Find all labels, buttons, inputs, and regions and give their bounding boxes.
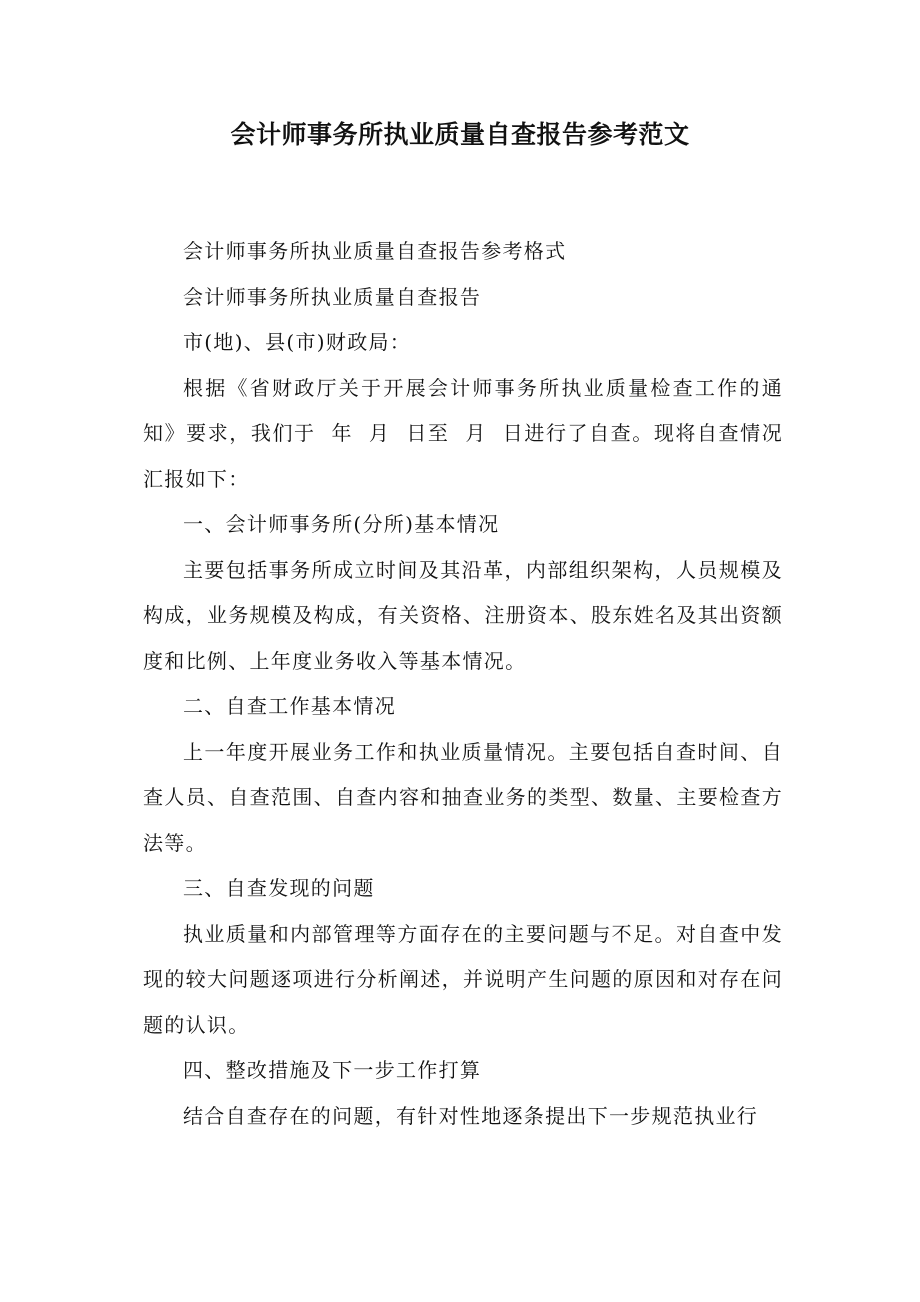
- section-heading-3: 三、自查发现的问题: [183, 876, 375, 900]
- section-heading-4: 四、整改措施及下一步工作打算: [183, 1058, 482, 1082]
- paragraph-section-3: 执业质量和内部管理等方面存在的主要问题与不足。对自查中发现的较大问题逐项进行分析阐述，并说明产生问题的原因和对存在问题的认识。: [143, 921, 783, 1037]
- document-title: 会计师事务所执业质量自查报告参考范文: [230, 120, 690, 149]
- document-body: [143, 229, 783, 1139]
- section-heading-2: 二、自查工作基本情况: [183, 694, 396, 718]
- paragraph-format-heading: 会计师事务所执业质量自查报告参考格式: [183, 239, 567, 263]
- paragraph-section-1: 主要包括事务所成立时间及其沿革，内部组织架构，人员规模及构成，业务规模及构成，有关资格、注册资本、股东姓名及其出资额度和比例、上年度业务收入等基本情况。: [143, 557, 783, 673]
- paragraph-intro: 根据《省财政厅关于开展会计师事务所执业质量检查工作的通知》要求，我们于 年 月 日至 月 日进行了自查。现将自查情况汇报如下：: [143, 375, 783, 491]
- section-heading-1: 一、会计师事务所(分所)基本情况: [183, 512, 500, 536]
- paragraph-section-4: 结合自查存在的问题，有针对性地逐条提出下一步规范执业行: [183, 1103, 759, 1128]
- paragraph-report-heading: 会计师事务所执业质量自查报告: [183, 284, 482, 309]
- paragraph-addressee: 市(地)、县(市)财政局：: [183, 330, 412, 354]
- paragraph-section-2: 上一年度开展业务工作和执业质量情况。主要包括自查时间、自查人员、自查范围、自查内容和抽查业务的类型、数量、主要检查方法等。: [143, 739, 783, 855]
